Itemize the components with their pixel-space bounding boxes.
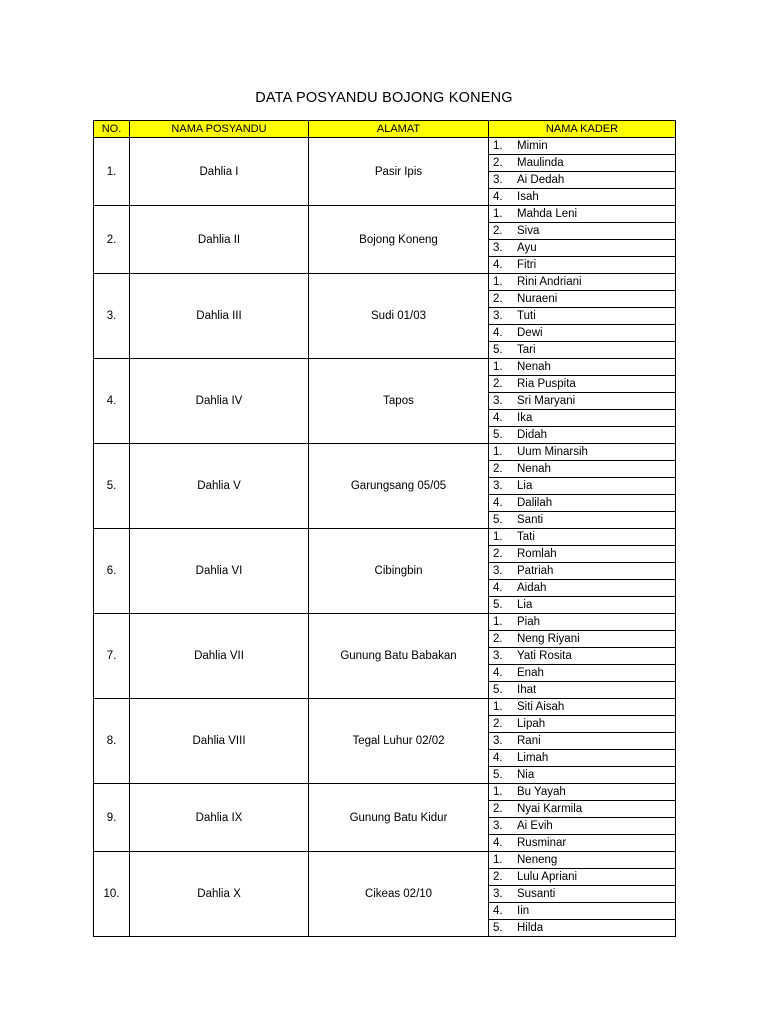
kader-name: Iin [517,905,530,917]
kader-name: Enah [517,667,544,679]
kader-number: 2. [493,463,503,475]
kader-number: 3. [493,888,503,900]
table-row [94,699,676,716]
kader-cell [489,563,676,580]
kader-cell [489,546,676,563]
kader-name: Romlah [517,548,557,560]
kader-cell [489,325,676,342]
kader-cell [489,699,676,716]
kader-cell [489,580,676,597]
kader-number: 5. [493,514,503,526]
kader-number: 3. [493,820,503,832]
kader-number: 2. [493,633,503,645]
table-body [94,138,676,937]
kader-cell [489,223,676,240]
kader-number: 1. [493,786,503,798]
kader-number: 2. [493,803,503,815]
kader-cell [489,495,676,512]
kader-cell [489,393,676,410]
kader-name: Ihat [517,684,537,696]
table-row [94,359,676,376]
table-header [94,121,676,138]
kader-name: Limah [517,752,549,764]
header-kader: NAMA KADER [489,121,676,138]
kader-name: Lia [517,480,533,492]
row-number: 6. [94,529,130,614]
kader-number: 4. [493,837,503,849]
kader-number: 5. [493,684,503,696]
kader-cell [489,614,676,631]
kader-number: 3. [493,735,503,747]
row-number: 2. [94,206,130,274]
posyandu-name: Dahlia VI [130,529,309,614]
kader-name: Siti Aisah [517,701,565,713]
row-number: 4. [94,359,130,444]
kader-name: Ria Puspita [517,378,576,390]
kader-name: Hilda [517,922,544,934]
kader-name: Siva [517,225,540,237]
table-row [94,614,676,631]
kader-cell [489,155,676,172]
kader-cell [489,733,676,750]
kader-cell [489,444,676,461]
kader-name: Lulu Apriani [517,871,578,883]
kader-number: 4. [493,905,503,917]
kader-name: Ai Dedah [517,174,565,186]
row-number: 8. [94,699,130,784]
kader-name: Piah [517,616,541,628]
kader-name: Dalilah [517,497,553,509]
kader-number: 1. [493,208,503,220]
kader-name: Patriah [517,565,554,577]
table-row [94,206,676,223]
kader-name: Dewi [517,327,543,339]
kader-number: 3. [493,242,503,254]
kader-name: Didah [517,429,548,441]
kader-cell [489,784,676,801]
kader-name: Aidah [517,582,547,594]
kader-cell [489,818,676,835]
header-name: NAMA POSYANDU [130,121,309,138]
posyandu-address: Tegal Luhur 02/02 [309,699,489,784]
posyandu-name: Dahlia VII [130,614,309,699]
kader-name: Susanti [517,888,556,900]
row-number: 10. [94,852,130,937]
table-row [94,852,676,869]
kader-cell [489,801,676,818]
kader-number: 2. [493,293,503,305]
kader-number: 3. [493,174,503,186]
kader-name: Isah [517,191,539,203]
table-row [94,444,676,461]
posyandu-address: Gunung Batu Babakan [309,614,489,699]
kader-name: Ai Evih [517,820,553,832]
kader-number: 1. [493,531,503,543]
kader-cell [489,359,676,376]
kader-number: 1. [493,140,503,152]
kader-number: 3. [493,565,503,577]
kader-name: Mimin [517,140,548,152]
kader-cell [489,529,676,546]
row-number: 1. [94,138,130,206]
kader-name: Nenah [517,463,551,475]
kader-number: 1. [493,446,503,458]
kader-name: Uum Minarsih [517,446,588,458]
kader-name: Tuti [517,310,536,322]
kader-number: 2. [493,871,503,883]
kader-name: Santi [517,514,544,526]
kader-name: Rani [517,735,541,747]
kader-name: Sri Maryani [517,395,576,407]
kader-number: 1. [493,361,503,373]
kader-number: 3. [493,310,503,322]
posyandu-name: Dahlia X [130,852,309,937]
kader-name: Lipah [517,718,546,730]
kader-cell [489,206,676,223]
kader-cell [489,648,676,665]
kader-name: Neng Riyani [517,633,580,645]
posyandu-name: Dahlia I [130,138,309,206]
posyandu-name: Dahlia III [130,274,309,359]
kader-number: 3. [493,480,503,492]
kader-name: Nyai Karmila [517,803,583,815]
kader-number: 5. [493,429,503,441]
kader-cell [489,257,676,274]
kader-number: 4. [493,667,503,679]
kader-name: Bu Yayah [517,786,566,798]
kader-number: 2. [493,718,503,730]
kader-cell [489,903,676,920]
kader-name: Rusminar [517,837,567,849]
kader-name: Neneng [517,854,558,866]
kader-cell [489,308,676,325]
table-row [94,784,676,801]
kader-number: 4. [493,259,503,271]
posyandu-name: Dahlia IX [130,784,309,852]
kader-number: 2. [493,157,503,169]
kader-cell [489,852,676,869]
kader-number: 3. [493,395,503,407]
kader-number: 4. [493,582,503,594]
kader-cell [489,138,676,155]
header-row [94,121,676,138]
kader-cell [489,478,676,495]
kader-name: Rini Andriani [517,276,582,288]
kader-number: 4. [493,752,503,764]
kader-number: 5. [493,599,503,611]
header-no: NO. [94,121,130,138]
row-number: 7. [94,614,130,699]
kader-name: Fitri [517,259,537,271]
kader-cell [489,189,676,206]
posyandu-table [93,120,676,937]
kader-number: 2. [493,225,503,237]
kader-cell [489,869,676,886]
posyandu-address: Cikeas 02/10 [309,852,489,937]
posyandu-name: Dahlia IV [130,359,309,444]
row-number: 9. [94,784,130,852]
page-title: DATA POSYANDU BOJONG KONENG [255,90,513,106]
kader-cell [489,631,676,648]
kader-number: 2. [493,378,503,390]
posyandu-name: Dahlia II [130,206,309,274]
kader-number: 1. [493,276,503,288]
kader-number: 5. [493,344,503,356]
posyandu-address: Pasir Ipis [309,138,489,206]
kader-cell [489,461,676,478]
kader-number: 2. [493,548,503,560]
posyandu-name: Dahlia V [130,444,309,529]
kader-number: 5. [493,922,503,934]
header-address: ALAMAT [309,121,489,138]
kader-name: Ayu [517,242,537,254]
kader-number: 1. [493,616,503,628]
kader-cell [489,665,676,682]
kader-cell [489,376,676,393]
kader-number: 4. [493,327,503,339]
posyandu-address: Cibingbin [309,529,489,614]
kader-cell [489,597,676,614]
kader-cell [489,427,676,444]
kader-cell [489,716,676,733]
kader-cell [489,274,676,291]
kader-cell [489,172,676,189]
table-row [94,138,676,155]
kader-number: 1. [493,701,503,713]
kader-cell [489,750,676,767]
kader-number: 1. [493,854,503,866]
posyandu-address: Garungsang 05/05 [309,444,489,529]
kader-name: Lia [517,599,533,611]
kader-cell [489,240,676,257]
kader-name: Nia [517,769,535,781]
posyandu-name: Dahlia VIII [130,699,309,784]
kader-cell [489,291,676,308]
kader-name: Tari [517,344,536,356]
table-row [94,529,676,546]
kader-name: Ika [517,412,533,424]
kader-name: Tati [517,531,535,543]
kader-number: 3. [493,650,503,662]
kader-number: 5. [493,769,503,781]
kader-name: Maulinda [517,157,564,169]
kader-number: 4. [493,191,503,203]
kader-cell [489,512,676,529]
kader-number: 4. [493,412,503,424]
kader-cell [489,410,676,427]
kader-number: 4. [493,497,503,509]
kader-name: Nenah [517,361,551,373]
kader-cell [489,767,676,784]
posyandu-address: Sudi 01/03 [309,274,489,359]
kader-name: Mahda Leni [517,208,578,220]
row-number: 3. [94,274,130,359]
kader-name: Yati Rosita [517,650,572,662]
kader-cell [489,342,676,359]
row-number: 5. [94,444,130,529]
posyandu-address: Bojong Koneng [309,206,489,274]
table-row [94,274,676,291]
kader-cell [489,886,676,903]
kader-cell [489,920,676,937]
posyandu-address: Gunung Batu Kidur [309,784,489,852]
kader-cell [489,835,676,852]
kader-name: Nuraeni [517,293,558,305]
kader-cell [489,682,676,699]
posyandu-address: Tapos [309,359,489,444]
